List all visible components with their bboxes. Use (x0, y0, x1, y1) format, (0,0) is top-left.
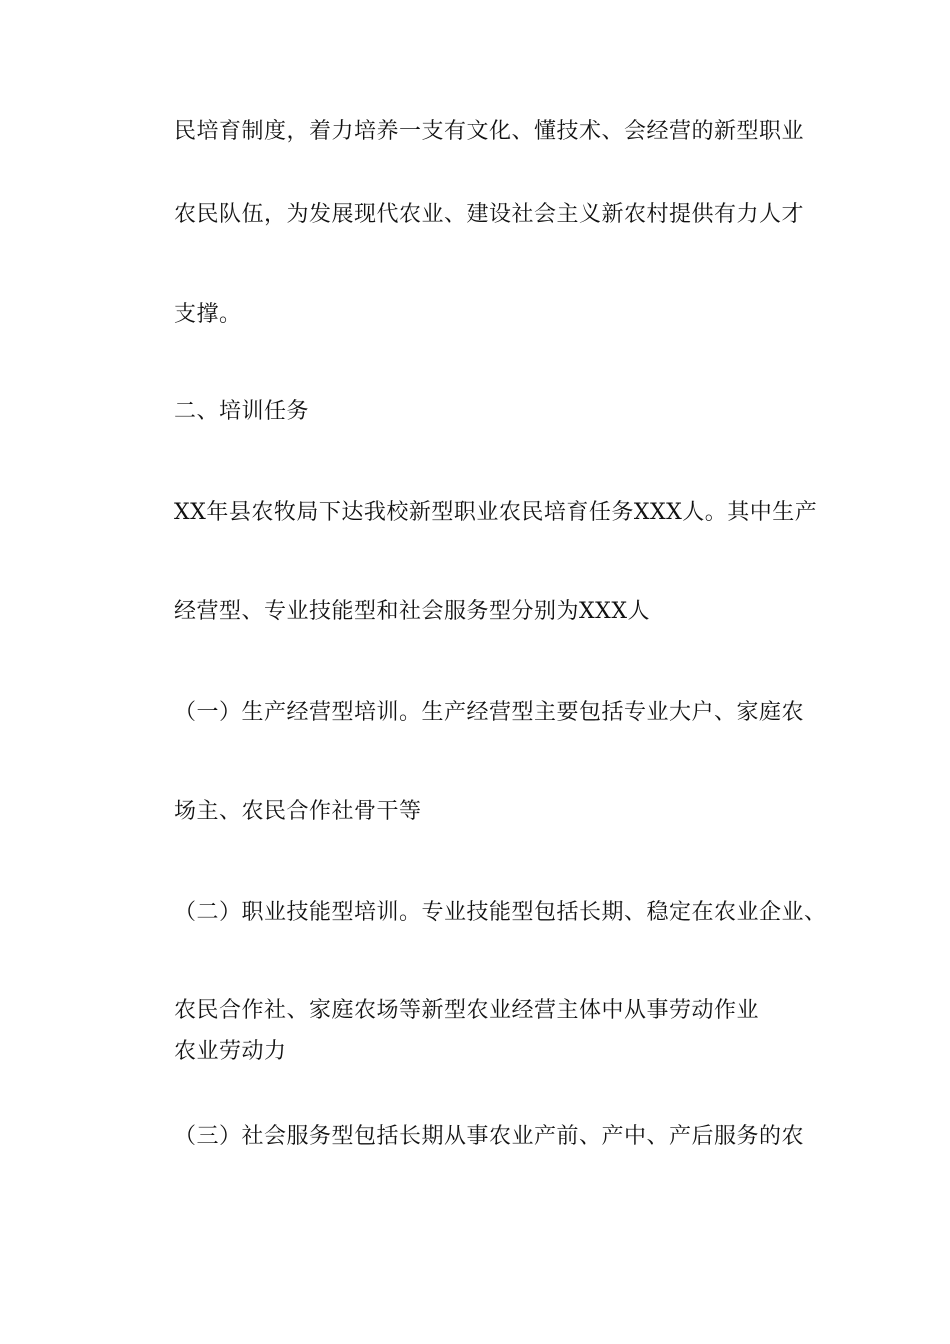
body-text-line: （一）生产经营型培训。生产经营型主要包括专业大户、家庭农 (174, 700, 805, 725)
body-text-line: 经营型、专业技能型和社会服务型分别为XXX人 (174, 599, 650, 624)
section-heading: 二、培训任务 (174, 399, 310, 424)
body-text-line: XX年县农牧局下达我校新型职业农民培育任务XXX人。其中生产 (174, 500, 818, 525)
body-text-line: 支撑。 (174, 302, 242, 327)
body-text-line: 农民合作社、家庭农场等新型农业经营主体中从事劳动作业 (174, 998, 760, 1023)
body-text-line: 农民队伍，为发展现代农业、建设社会主义新农村提供有力人才 (174, 202, 805, 227)
body-text-line: 场主、农民合作社骨干等 (174, 799, 422, 824)
body-text-line: 民培育制度，着力培养一支有文化、懂技术、会经营的新型职业 (174, 119, 805, 144)
body-text-line: （二）职业技能型培训。专业技能型包括长期、稳定在农业企业、 (174, 900, 827, 925)
body-text-line: （三）社会服务型包括长期从事农业产前、产中、产后服务的农 (174, 1124, 805, 1149)
body-text-line: 农业劳动力 (174, 1039, 287, 1064)
